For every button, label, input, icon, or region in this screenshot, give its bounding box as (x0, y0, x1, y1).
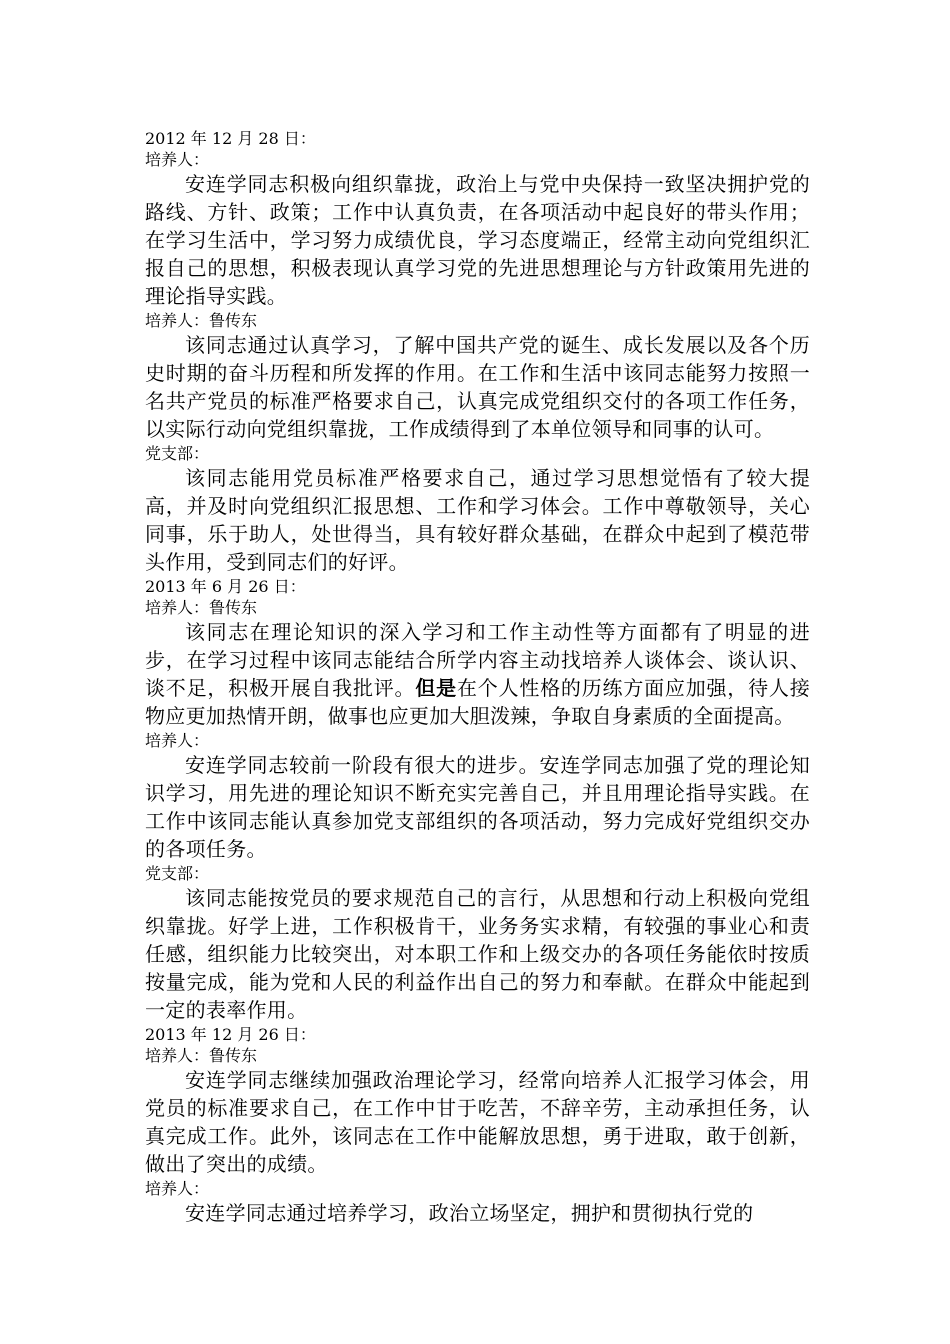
party-branch-label: 党支部： (145, 864, 210, 883)
evaluation-paragraph: 该同志能用党员标准严格要求自己，通过学习思想觉悟有了较大提高，并及时向党组织汇报思想、工作和学习体会。工作中尊敬领导，关心同事，乐于助人，处世得当，具有较好群众基础，在群众中起到了模范带头作用，受到同志们的好评。 (145, 466, 810, 574)
bold-emphasis: 但是 (415, 676, 457, 700)
evaluator-label: 培养人： (145, 731, 210, 750)
evaluation-paragraph: 安连学同志较前一阶段有很大的进步。安连学同志加强了党的理论知识学习，用先进的理论知识不断充实完善自己，并且用理论指导实践。在工作中该同志能认真参加党支部组织的各项活动，努力完成好党组织交办的各项任务。 (145, 753, 810, 861)
evaluator-label: 培养人： (145, 1179, 210, 1198)
evaluation-paragraph: 安连学同志积极向组织靠拢，政治上与党中央保持一致坚决拥护党的路线、方针、政策；工作中认真负责，在各项活动中起良好的带头作用；在学习生活中，学习努力成绩优良，学习态度端正，经常主动向党组织汇报自己的思想，积极表现认真学习党的先进思想理论与方针政策用先进的理论指导实践。 (145, 172, 810, 308)
party-branch-label: 党支部： (145, 444, 210, 463)
date-heading: 2012 年 12 月 28 日： (145, 129, 316, 148)
paragraph-text: 该同志在理论知识的深入学习和工作主动性等方面都有了明显的进步，在学习过程中该同志能结合所学内容主动找培养人谈体会、谈认识、谈不足，积极开展自我批评。 (145, 620, 810, 700)
evaluation-paragraph: 该同志能按党员的要求规范自己的言行，从思想和行动上积极向党组织靠拢。好学上进，工作积极肯干，业务务实求精，有较强的事业心和责任感，组织能力比较突出，对本职工作和上级交办的各项任务能依时按质按量完成，能为党和人民的利益作出自己的努力和奉献。在群众中能起到一定的表率作用。 (145, 886, 810, 1022)
evaluation-paragraph: 安连学同志通过培养学习，政治立场坚定，拥护和贯彻执行党的 (185, 1201, 754, 1225)
evaluator-label: 培养人：鲁传东 (145, 1046, 258, 1065)
evaluation-paragraph: 该同志通过认真学习，了解中国共产党的诞生、成长发展以及各个历史时期的奋斗历程和所发挥的作用。在工作和生活中该同志能努力按照一名共产党员的标准严格要求自己，认真完成党组织交付的各项工作任务，以实际行动向党组织靠拢，工作成绩得到了本单位领导和同事的认可。 (145, 333, 810, 441)
evaluation-paragraph (145, 618, 810, 730)
document-page (145, 128, 810, 1227)
date-heading: 2013 年 12 月 26 日： (145, 1025, 316, 1044)
evaluator-label: 培养人： (145, 150, 210, 169)
date-heading: 2013 年 6 月 26 日： (145, 577, 306, 596)
evaluator-label: 培养人：鲁传东 (145, 598, 258, 617)
evaluator-label: 培养人：鲁传东 (145, 311, 258, 330)
paragraph-text: 在个人性格的历练方面应加强，待人接物应更加热情开朗，做事也应更加大胆泼辣，争取自身素质的全面提高。 (145, 676, 810, 728)
evaluation-paragraph: 安连学同志继续加强政治理论学习，经常向培养人汇报学习体会，用党员的标准要求自己，在工作中甘于吃苦，不辞辛劳，主动承担任务，认真完成工作。此外，该同志在工作中能解放思想，勇于进取，敢于创新，做出了突出的成绩。 (145, 1068, 810, 1176)
